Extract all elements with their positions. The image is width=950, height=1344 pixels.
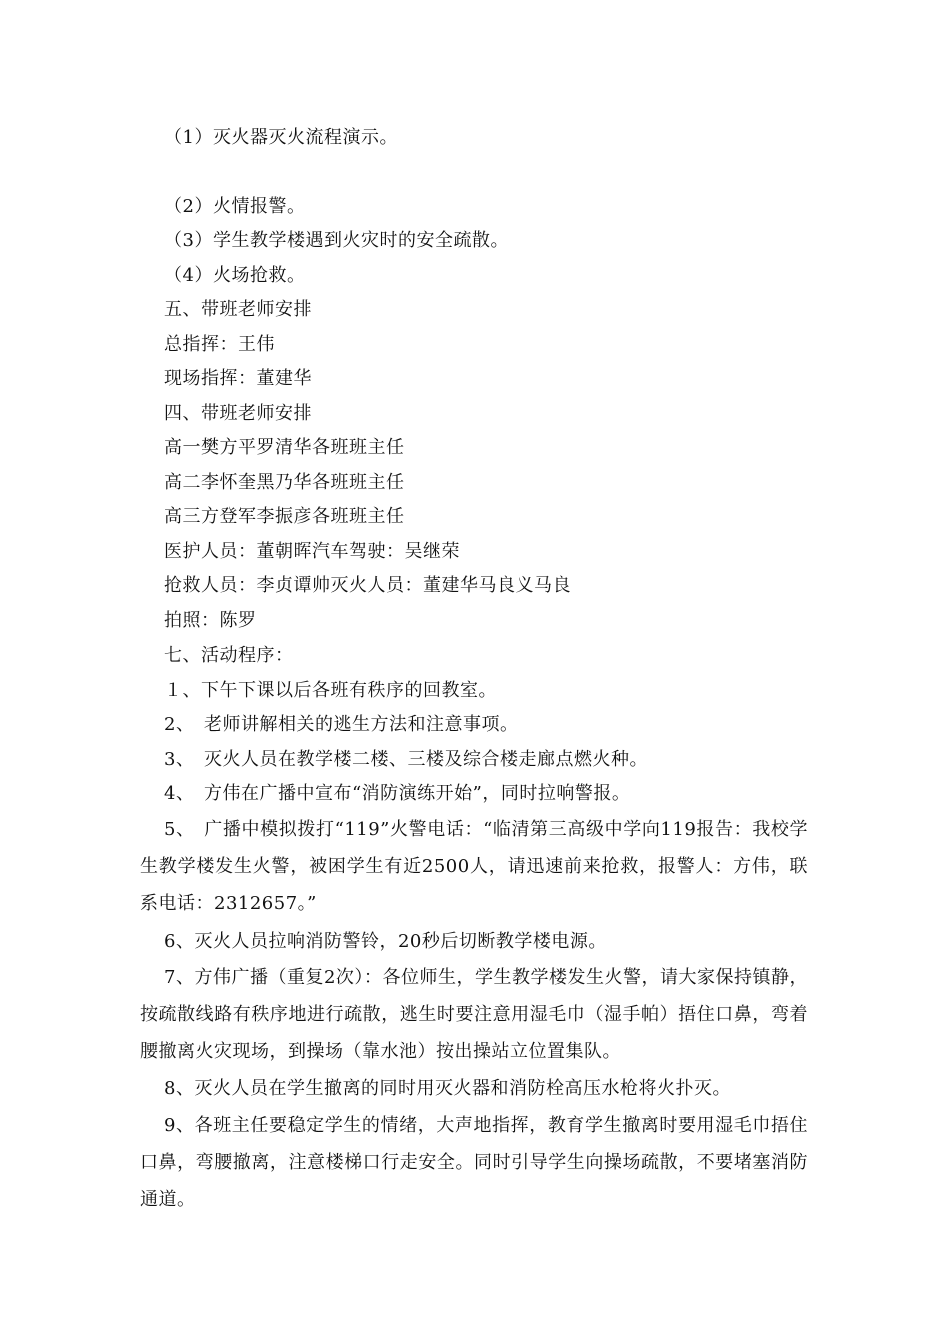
text-line-2: （2）火情报警。 (164, 196, 306, 217)
text-line-10: 高二李怀奎黑乃华各班班主任 (164, 472, 405, 493)
procedure-step-6: 6、灭火人员拉响消防警铃，20秒后切断教学楼电源。 (164, 931, 607, 952)
text-line-12: 医护人员：董朝晖汽车驾驶：吴继荣 (164, 541, 460, 562)
procedure-step-8: 8、灭火人员在学生撤离的同时用灭火器和消防栓高压水枪将火扑灭。 (164, 1078, 731, 1099)
procedure-step-7: 7、方伟广播（重复2次）：各位师生，学生教学楼发生火警，请大家保持镇静，按疏散线路有秩序地进行疏散，逃生时要注意用湿毛巾（湿手帕）捂住口鼻，弯着腰撤离火灾现场，到操场（靠水池）按出操站立位置集队。 (140, 967, 808, 1062)
procedure-step-4: 4、 方伟在广播中宣布“消防演练开始”，同时拉响警报。 (164, 783, 631, 804)
section-heading-5: 五、带班老师安排 (164, 299, 312, 320)
text-line-14: 拍照：陈罗 (164, 610, 257, 631)
text-line-6: 总指挥：王伟 (164, 334, 275, 355)
procedure-step-3: 3、 灭火人员在教学楼二楼、三楼及综合楼走廊点燃火种。 (164, 749, 648, 770)
text-line-3: （3）学生教学楼遇到火灾时的安全疏散。 (164, 230, 509, 251)
text-line-4: （4）火场抢救。 (164, 265, 306, 286)
section-heading-4: 四、带班老师安排 (164, 403, 312, 424)
section-heading-7: 七、活动程序： (164, 645, 294, 666)
text-line-11: 高三方登军李振彦各班班主任 (164, 506, 405, 527)
procedure-step-5: 5、 广播中模拟拨打“119”火警电话：“临清第三高级中学向119报告：我校学生教学楼发生火警，被困学生有近2500人，请迅速前来抢救，报警人：方伟，联系电话：2312657。” (140, 819, 808, 914)
text-line-9: 高一樊方平罗清华各班班主任 (164, 437, 405, 458)
text-line-13: 抢救人员：李贞谭帅灭火人员：董建华马良义马良 (164, 575, 571, 596)
procedure-step-2: 2、 老师讲解相关的逃生方法和注意事项。 (164, 714, 519, 735)
text-line-1: （1）灭火器灭火流程演示。 (164, 127, 398, 148)
procedure-step-1: １、下午下课以后各班有秩序的回教室。 (164, 680, 497, 701)
text-line-7: 现场指挥：董建华 (164, 368, 312, 389)
procedure-step-9: 9、各班主任要稳定学生的情绪，大声地指挥，教育学生撤离时要用湿毛巾捂住口鼻，弯腰撤离，注意楼梯口行走安全。同时引导学生向操场疏散，不要堵塞消防通道。 (140, 1115, 808, 1210)
